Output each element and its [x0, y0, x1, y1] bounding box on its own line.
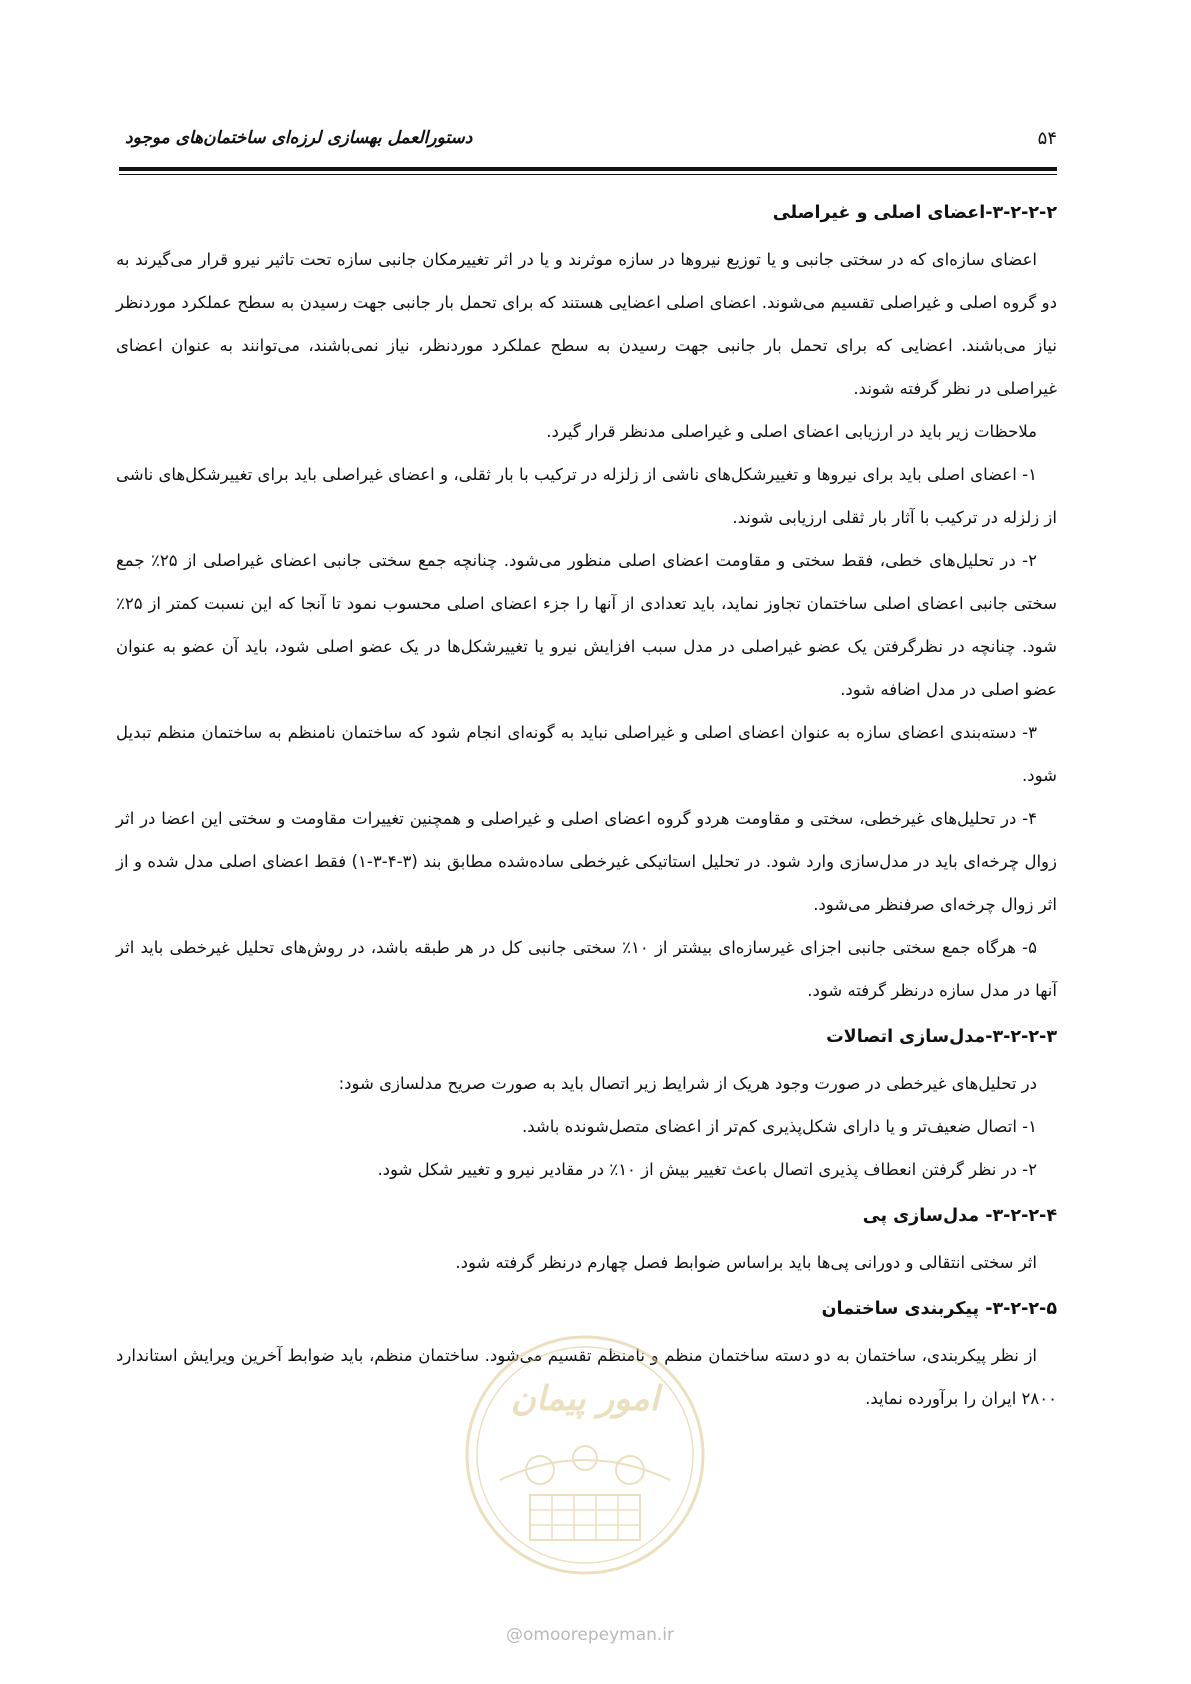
paragraph: در تحلیل‌های غیرخطی در صورت وجود هریک از شرایط زیر اتصال باید به صورت صریح مدلسازی شود: — [338, 1074, 1037, 1093]
list-item: ۱- اعضای اصلی باید برای نیروها و تغییرشکل‌های ناشی از زلزله در ترکیب با بار ثقلی، و اعضای غیراصلی باید برای تغییرشکل‌های ناشی از زلزله در ترکیب با آثار بار ثقلی ارزیابی شوند. — [116, 465, 1057, 527]
section-heading: ۳-۲-۲-۴- مدل‌سازی پی — [862, 1206, 1057, 1226]
page-number: ۵۴ — [1037, 128, 1057, 149]
paragraph: ملاحظات زیر باید در ارزیابی اعضای اصلی و غیراصلی مدنظر قرار گیرد. — [546, 422, 1037, 441]
watermark-url: @omoorepeyman.ir — [505, 1625, 675, 1645]
watermark-logo-text: امور پیمان — [510, 1379, 660, 1419]
list-item: ۱- اتصال ضعیف‌تر و یا دارای شکل‌پذیری کم‌تر از اعضای متصل‌شونده باشد. — [521, 1117, 1037, 1136]
paragraph: از نظر پیکربندی، ساختمان به دو دسته ساختمان منظم و نامنظم تقسیم می‌شود. ساختمان منظم، باید ضوابط آخرین ویرایش استاندارد ۲۸۰۰ ایران را برآورده نماید. — [116, 1346, 1057, 1408]
paragraph: اثر سختی انتقالی و دورانی پی‌ها باید براساس ضوابط فصل چهارم درنظر گرفته شود. — [455, 1253, 1037, 1272]
list-item: ۴- در تحلیل‌های غیرخطی، سختی و مقاومت هردو گروه اعضای اصلی و غیراصلی و همچنین تغییرات مقاومت و سختی این اعضا در اثر زوال چرخه‌ای باید در مدل‌سازی وارد شود. در تحلیل استاتیکی غیرخطی ساده‌شده مطابق بند (۳-۴-۳-۱) فقط اعضای اصلی مدل شده و از اثر زوال چرخه‌ای صرفنظر می‌شود. — [116, 809, 1057, 914]
document-body — [116, 188, 1057, 1420]
list-item: ۳- دسته‌بندی اعضای سازه به عنوان اعضای اصلی و غیراصلی نباید به گونه‌ای انجام شود که ساختمان نامنظم به ساختمان منظم تبدیل شود. — [116, 723, 1057, 785]
section-heading: ۳-۲-۲-۳-مدل‌سازی اتصالات — [826, 1027, 1057, 1047]
list-item: ۲- در نظر گرفتن انعطاف پذیری اتصال باعث تغییر بیش از ۱۰٪ در مقادیر نیرو و تغییر شکل شود. — [377, 1160, 1037, 1179]
paragraph: اعضای سازه‌ای که در سختی جانبی و یا توزیع نیروها در سازه موثرند و یا در اثر تغییرمکان جانبی سازه تحت تاثیر نیرو قرار می‌گیرند به دو گروه اصلی و غیراصلی تقسیم می‌شوند. اعضای اصلی اعضایی هستند که برای تحمل بار جانبی جهت رسیدن به سطح عملکرد موردنظر نیاز می‌باشند. اعضایی که برای تحمل بار جانبی جهت رسیدن به سطح عملکرد موردنظر، نیاز نمی‌باشند، می‌توانند به عنوان اعضای غیراصلی در نظر گرفته شوند. — [116, 250, 1057, 398]
list-item: ۲- در تحلیل‌های خطی، فقط سختی و مقاومت اعضای اصلی منظور می‌شود. چنانچه جمع سختی جانبی اعضای غیراصلی از ۲۵٪ جمع سختی جانبی اعضای اصلی ساختمان تجاوز نماید، باید تعدادی از آنها را جزء اعضای اصلی محسوب نمود تا آنجا که این نسبت کمتر از ۲۵٪ شود. چنانچه در نظرگرفتن یک عضو غیراصلی در مدل سبب افزایش نیرو یا تغییرشکل‌ها در یک عضو اصلی شود، باید آن عضو به عنوان عضو اصلی در مدل اضافه شود. — [116, 551, 1057, 699]
header-rule-thin — [119, 174, 1057, 175]
section-heading: ۳-۲-۲-۲-اعضای اصلی و غیراصلی — [772, 203, 1057, 223]
section-heading: ۳-۲-۲-۵- پیکربندی ساختمان — [821, 1299, 1057, 1319]
watermark-logo — [460, 1330, 710, 1580]
list-item: ۵- هرگاه جمع سختی جانبی اجزای غیرسازه‌ای بیشتر از ۱۰٪ سختی جانبی کل در هر طبقه باشد، در روش‌های تحلیل غیرخطی باید اثر آنها در مدل سازه درنظر گرفته شود. — [116, 938, 1057, 1000]
page-header — [125, 128, 1057, 168]
header-rule-thick — [119, 167, 1057, 171]
running-title: دستورالعمل بهسازی لرزه‌ای ساختمان‌های موجود — [125, 128, 473, 148]
